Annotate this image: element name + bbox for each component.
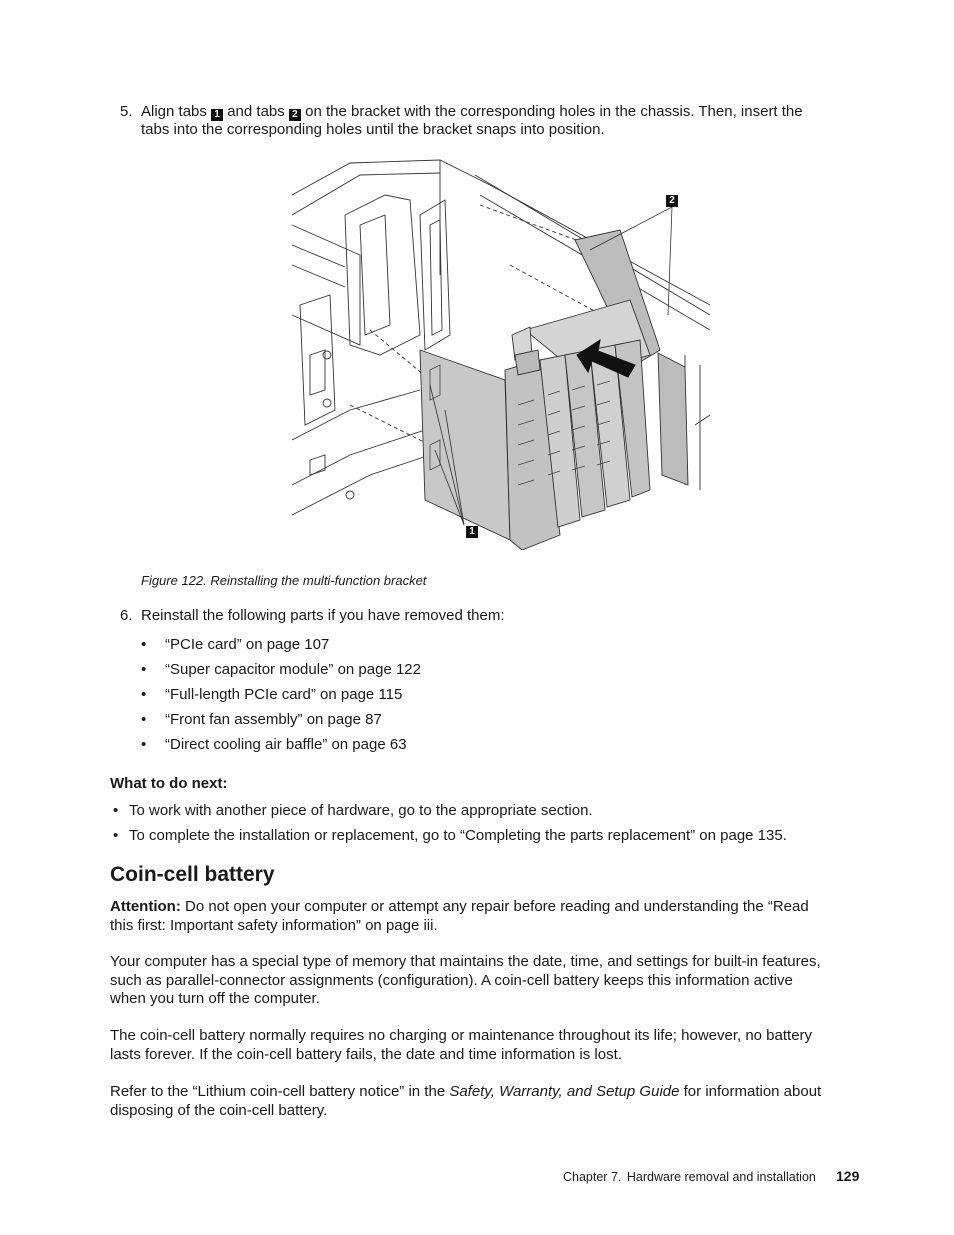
footer-chapter: Chapter 7. [563, 1170, 622, 1184]
bracket-illustration [290, 155, 712, 550]
bullet-icon: • [141, 686, 147, 703]
bullet-icon: • [141, 736, 147, 753]
step-5-number: 5. [120, 103, 133, 120]
attention-text-line-1: Do not open your computer or attempt any repair before reading and understanding the “Read [184, 898, 809, 915]
section-title: Coin-cell battery [110, 863, 275, 886]
paragraph-text: Refer to the “Lithium coin-cell battery notice” in the [110, 1083, 446, 1100]
list-item-text: To work with another piece of hardware, go to the appropriate section. [129, 802, 593, 819]
page-footer [563, 1170, 816, 1184]
bullet-icon: • [141, 636, 147, 653]
bullet-icon: • [113, 802, 119, 819]
paragraph-line: such as parallel-connector assignments (configuration). A coin-cell battery keeps this information active [110, 971, 793, 989]
step-6-number: 6. [120, 607, 133, 624]
tab-2-badge: 2 [289, 109, 301, 121]
paragraph-line: when you turn off the computer. [110, 990, 320, 1007]
bullet-icon: • [113, 827, 119, 844]
step-5-line-2: tabs into the corresponding holes until the bracket snaps into position. [141, 121, 605, 138]
footer-title: Hardware removal and installation [626, 1170, 816, 1184]
figure-illustration [290, 155, 712, 550]
bullet-icon: • [141, 661, 147, 678]
guide-title: Safety, Warranty, and Setup Guide [449, 1083, 680, 1100]
step-5-text-b: and tabs [227, 103, 285, 120]
paragraph-memory [110, 953, 821, 1009]
step-6 [120, 607, 840, 625]
list-item-text[interactable]: “Super capacitor module” on page 122 [165, 661, 421, 678]
list-item-text[interactable]: To complete the installation or replacement, go to “Completing the parts replacement” on page 135. [129, 827, 787, 844]
step-5-text-c: on the bracket with the corresponding holes in the chassis. Then, insert the [305, 103, 803, 120]
callout-2-badge: 2 [666, 195, 678, 207]
next-heading: What to do next: [110, 775, 228, 792]
paragraph-text: for information about [683, 1083, 822, 1100]
list-item-text[interactable]: “PCIe card” on page 107 [165, 636, 330, 653]
paragraph-disposal [110, 1083, 821, 1120]
paragraph-line: lasts forever. If the coin-cell battery fails, the date and time information is lost. [110, 1045, 622, 1063]
callout-1-badge: 1 [466, 526, 478, 538]
page-number: 129 [836, 1168, 860, 1184]
list-item-text[interactable]: “Full-length PCIe card” on page 115 [165, 686, 403, 703]
attention-label: Attention: [110, 898, 181, 915]
step-5-text-a: Align tabs [141, 103, 207, 120]
bullet-icon: • [141, 711, 147, 728]
paragraph-maintenance [110, 1027, 812, 1064]
paragraph-line: The coin-cell battery normally requires no charging or maintenance throughout its life; however, no battery [110, 1027, 813, 1044]
attention-notice [110, 898, 809, 935]
figure-caption: Figure 122. Reinstalling the multi-function bracket [141, 573, 427, 588]
step-6-text: Reinstall the following parts if you have removed them: [141, 607, 505, 624]
list-item-text[interactable]: “Direct cooling air baffle” on page 63 [165, 736, 407, 753]
paragraph-line: Your computer has a special type of memory that maintains the date, time, and settings for built-in features, [110, 953, 821, 970]
attention-text-line-2[interactable]: this first: Important safety information” on page iii. [110, 916, 438, 934]
paragraph-line: disposing of the coin-cell battery. [110, 1101, 328, 1119]
step-5 [120, 103, 840, 138]
tab-1-badge: 1 [211, 109, 223, 121]
list-item-text[interactable]: “Front fan assembly” on page 87 [165, 711, 382, 728]
